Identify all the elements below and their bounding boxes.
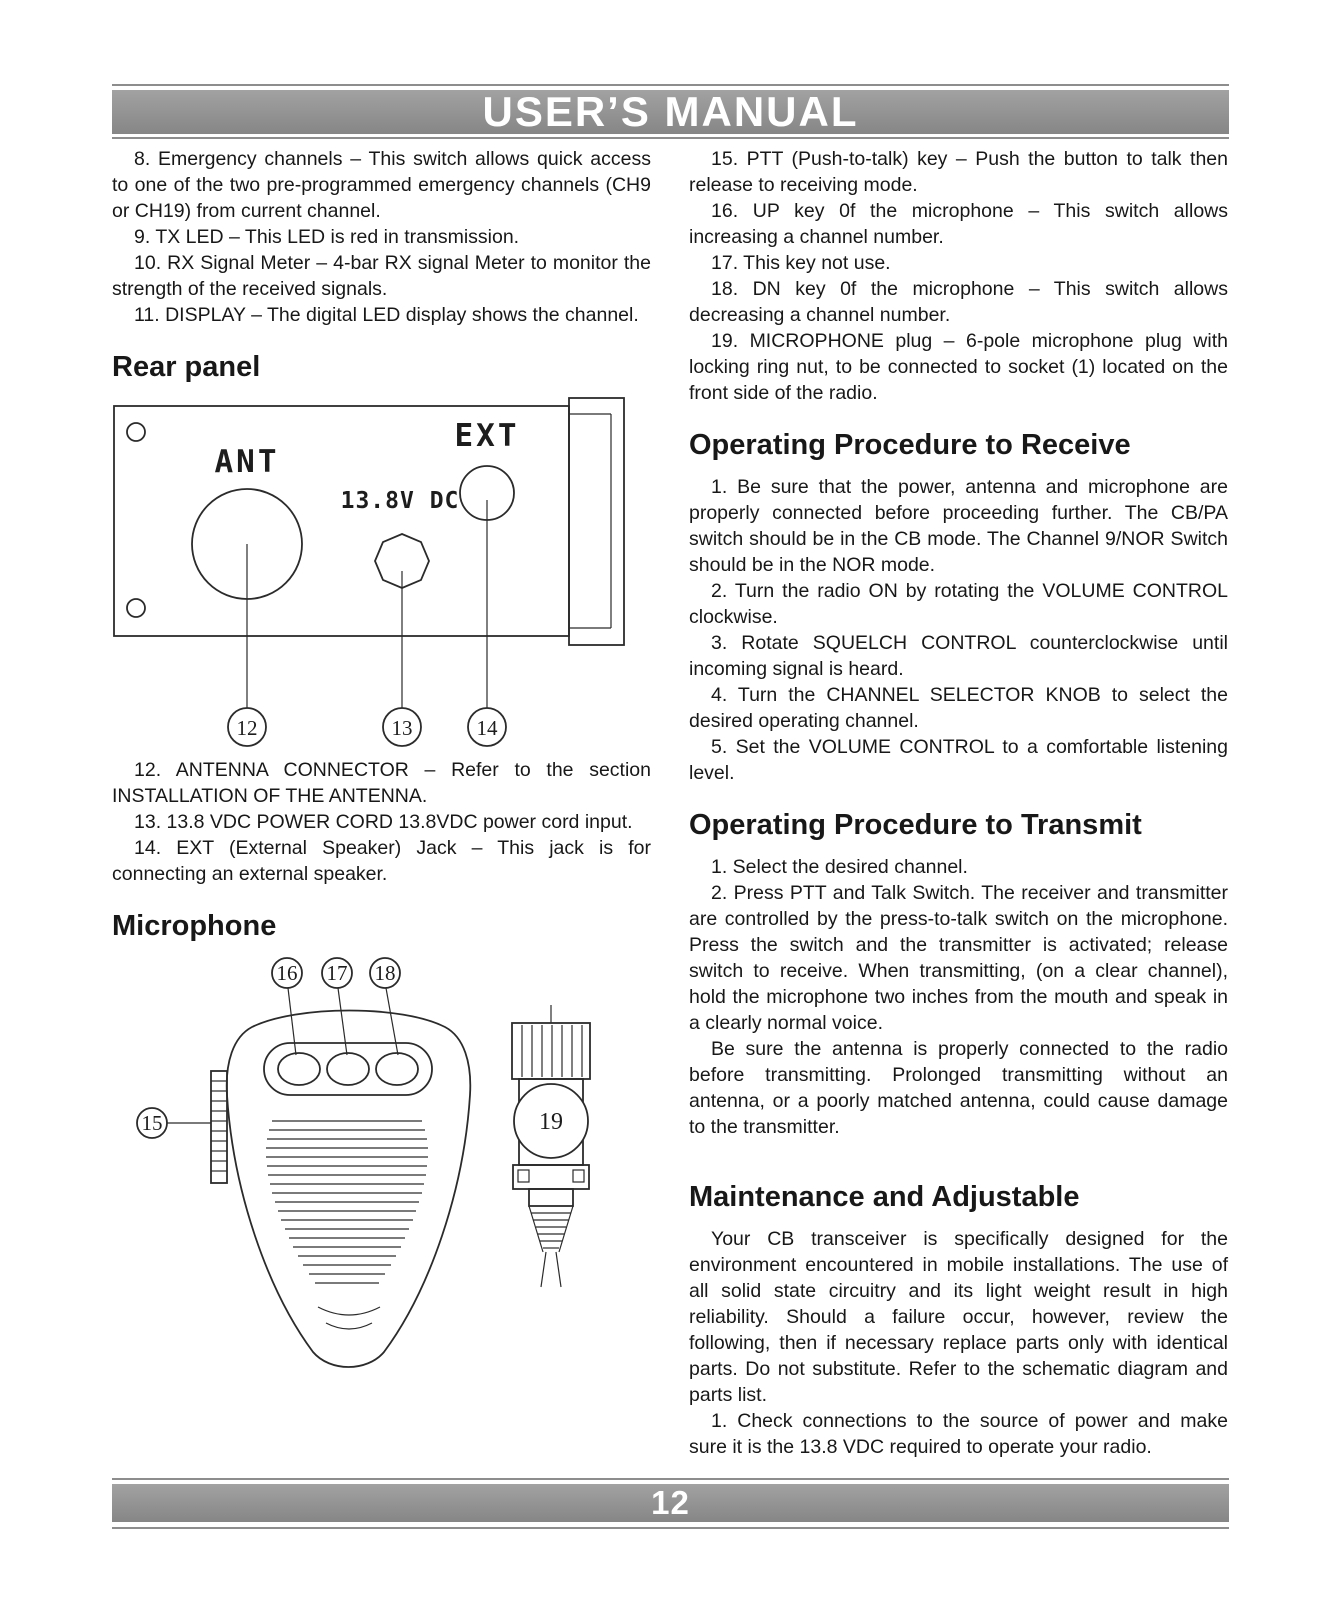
svg-text:17: 17 bbox=[326, 961, 348, 985]
right-column bbox=[689, 146, 1228, 1460]
receive-step-4: 4. Turn the CHANNEL SELECTOR KNOB to select the desired operating channel. bbox=[689, 684, 1228, 732]
item-8: 8. Emergency channels – This switch allows quick access to one of the two pre-programmed emergency channels (CH9 or CH19) from current channel. bbox=[112, 148, 651, 222]
callout-17 bbox=[322, 958, 352, 988]
callout-19 bbox=[514, 1084, 588, 1158]
svg-text:19: 19 bbox=[539, 1109, 563, 1135]
item-19: 19. MICROPHONE plug – 6-pole microphone plug with locking ring nut, to be connected to socket (1) located on the front side of the radio. bbox=[689, 330, 1228, 404]
header-banner bbox=[112, 90, 1229, 134]
power-label: 13.8V DC bbox=[340, 488, 460, 514]
callout-14 bbox=[468, 708, 506, 746]
footer-rule-top bbox=[112, 1478, 1229, 1480]
receive-step-3: 3. Rotate SQUELCH CONTROL counterclockwise until incoming signal is heard. bbox=[689, 632, 1228, 680]
item-15: 15. PTT (Push-to-talk) key – Push the button to talk then release to receiving mode. bbox=[689, 148, 1228, 196]
item-17: 17. This key not use. bbox=[711, 252, 891, 274]
mounting-bracket bbox=[569, 398, 624, 645]
callout-18 bbox=[370, 958, 400, 988]
footer-rule-bottom bbox=[112, 1527, 1229, 1529]
svg-text:18: 18 bbox=[374, 961, 396, 985]
transmit-note: Be sure the antenna is properly connected to the radio before transmitting. Prolonged transmitting without an antenna, or a poorly matched antenna, could cause damage to the transmitter. bbox=[689, 1038, 1228, 1138]
maintenance-step-1: 1. Check connections to the source of power and make sure it is the 13.8 VDC required to operate your radio. bbox=[689, 1410, 1228, 1458]
transmit-heading: Operating Procedure to Transmit bbox=[689, 809, 1142, 841]
svg-text:16: 16 bbox=[276, 961, 298, 985]
header-rule-top bbox=[112, 84, 1229, 86]
rear-panel-heading: Rear panel bbox=[112, 351, 261, 383]
mic-grille bbox=[266, 1121, 428, 1283]
receive-step-5: 5. Set the VOLUME CONTROL to a comfortable listening level. bbox=[689, 736, 1228, 784]
callout-12 bbox=[228, 708, 266, 746]
screw-hole-bottom bbox=[127, 599, 145, 617]
screw-hole-top bbox=[127, 423, 145, 441]
ptt-switch bbox=[211, 1071, 227, 1183]
svg-text:13: 13 bbox=[391, 716, 413, 740]
ant-label: ANT bbox=[214, 444, 280, 480]
transmit-step-2: 2. Press PTT and Talk Switch. The receiver and transmitter are controlled by the press-to-talk switch on the microphone. Press the switch and the transmitter is activated; release switch to receive. When transmitting, (on a clear channel), hold the microphone two inches from the mouth and speak in a clearly normal voice. bbox=[689, 882, 1228, 1034]
svg-text:12: 12 bbox=[236, 716, 258, 740]
callout-15 bbox=[137, 1108, 167, 1138]
receive-step-2: 2. Turn the radio ON by rotating the VOLUME CONTROL clockwise. bbox=[689, 580, 1228, 628]
rear-panel-diagram bbox=[112, 396, 627, 751]
item-16: 16. UP key 0f the microphone – This switch allows increasing a channel number. bbox=[689, 200, 1228, 248]
page-number: 12 bbox=[651, 1484, 690, 1521]
item-14: 14. EXT (External Speaker) Jack – This jack is for connecting an external speaker. bbox=[112, 837, 651, 885]
receive-step-1: 1. Be sure that the power, antenna and microphone are properly connected before proceeding further. The CB/PA switch should be in the CB mode. The Channel 9/NOR Switch should be in the NOR mode. bbox=[689, 476, 1228, 576]
page-content bbox=[112, 146, 1229, 1460]
callout-16 bbox=[272, 958, 302, 988]
mic-body bbox=[227, 1011, 471, 1368]
transmit-step-1: 1. Select the desired channel. bbox=[711, 856, 968, 878]
header-rule-bottom bbox=[112, 137, 1229, 139]
callout-13 bbox=[383, 708, 421, 746]
item-12: 12. ANTENNA CONNECTOR – Refer to the section INSTALLATION OF THE ANTENNA. bbox=[112, 759, 651, 807]
svg-text:14: 14 bbox=[476, 716, 498, 740]
item-11: 11. DISPLAY – The digital LED display shows the channel. bbox=[134, 304, 639, 326]
microphone-heading: Microphone bbox=[112, 910, 277, 942]
ext-label: EXT bbox=[454, 418, 520, 454]
maintenance-para-1: Your CB transceiver is specifically designed for the environment encountered in mobile installations. The use of all solid state circuitry and its light weight result in high reliability. Should a failure occur, however, review the following, then if necessary replace parts only with identical parts. Do not substitute. Refer to the schematic diagram and parts list. bbox=[689, 1228, 1228, 1406]
receive-heading: Operating Procedure to Receive bbox=[689, 429, 1131, 461]
item-10: 10. RX Signal Meter – 4-bar RX signal Meter to monitor the strength of the received signals. bbox=[112, 252, 651, 300]
maintenance-heading: Maintenance and Adjustable bbox=[689, 1181, 1080, 1213]
mic-buttons bbox=[264, 1043, 432, 1095]
page-title: USER’S MANUAL bbox=[482, 88, 859, 135]
item-18: 18. DN key 0f the microphone – This switch allows decreasing a channel number. bbox=[689, 278, 1228, 326]
left-column bbox=[112, 146, 651, 1460]
footer-banner bbox=[112, 1484, 1229, 1522]
microphone-diagram bbox=[112, 955, 642, 1380]
item-13: 13. 13.8 VDC POWER CORD 13.8VDC power cord input. bbox=[134, 811, 633, 833]
svg-text:15: 15 bbox=[141, 1111, 163, 1135]
item-9: 9. TX LED – This LED is red in transmission. bbox=[134, 226, 520, 248]
